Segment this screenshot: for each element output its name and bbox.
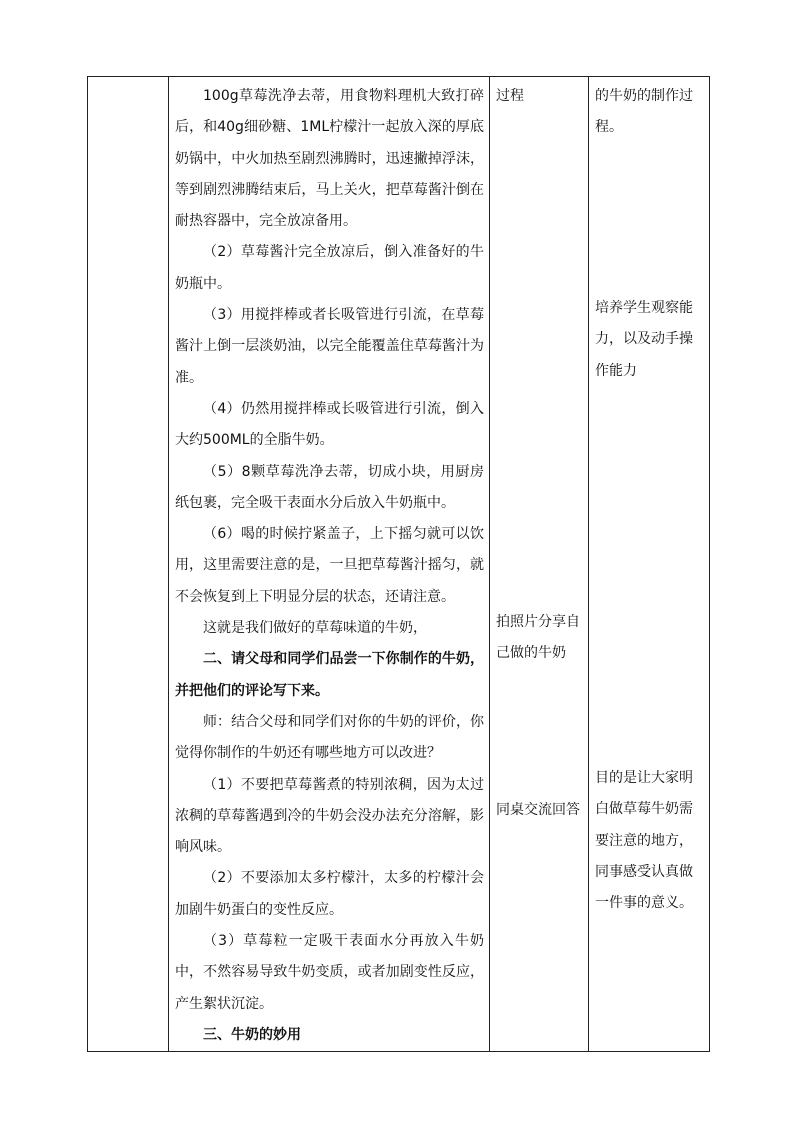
- design-intent-note: 培养学生观察能力，以及动手操作能力: [595, 300, 693, 379]
- content-paragraph: 100g草莓洗净去蒂，用食物料理机大致打碎后，和40g细砂糖、1ML柠檬汁一起放入深的厚底奶锅中，中火加热至剧烈沸腾时，迅速撇掉浮沫，等到剧烈沸腾结束后，马上关火，把草莓酱汁倒在耐热容器中，完全放凉备用。: [175, 88, 484, 230]
- content-paragraph: （3）草莓粒一定吸干表面水分再放入牛奶中，不然容易导致牛奶变质，或者加剧变性反应，产生絮状沉淀。: [175, 933, 484, 1012]
- blank-column-cell: [88, 77, 169, 1052]
- teaching-content-cell: [169, 77, 490, 1052]
- design-intent-cell: [589, 77, 710, 1052]
- content-paragraph: 师：结合父母和同学们对你的牛奶的评价，你觉得你制作的牛奶还有哪些地方可以改进？: [175, 713, 484, 762]
- content-paragraph: （5）8颗草莓洗净去蒂，切成小块，用厨房纸包裹，完全吸干表面水分后放入牛奶瓶中。: [175, 463, 484, 511]
- student-activity-note: 拍照片分享自己做的牛奶: [496, 614, 580, 662]
- design-intent: [589, 77, 709, 1042]
- design-intent-note: 目的是让大家明白做草莓牛奶需要注意的地方，同事感受认真做一件事的意义。: [595, 770, 693, 912]
- content-paragraph: （6）喝的时候拧紧盖子，上下摇匀就可以饮用，这里需要注意的是，一旦把草莓酱汁摇匀，就不会恢复到上下明显分层的状态，还请注意。: [175, 526, 484, 605]
- content-paragraph: 二、请父母和同学们品尝一下你制作的牛奶，并把他们的评论写下来。: [175, 651, 484, 699]
- design-intent-note: 的牛奶的制作过程。: [595, 88, 693, 136]
- content-paragraph: （2）草莓酱汁完全放凉后，倒入准备好的牛奶瓶中。: [175, 244, 484, 292]
- student-activity: [490, 77, 588, 1042]
- content-paragraph: （1）不要把草莓酱煮的特别浓稠，因为太过浓稠的草莓酱遇到冷的牛奶会没办法充分溶解，影响风味。: [175, 776, 484, 856]
- table-row: [88, 77, 710, 1052]
- content-paragraph: （2）不要添加太多柠檬汁，太多的柠檬汁会加剧牛奶蛋白的变性反应。: [175, 870, 484, 918]
- content-paragraph: 三、牛奶的妙用: [203, 1026, 301, 1043]
- content-paragraph: （4）仍然用搅拌棒或长吸管进行引流，倒入大约500ML的全脂牛奶。: [175, 400, 484, 449]
- content-paragraph: （3）用搅拌棒或者长吸管进行引流，在草莓酱汁上倒一层淡奶油，以完全能覆盖住草莓酱汁为准。: [175, 307, 484, 386]
- student-activity-note: 过程: [496, 88, 524, 104]
- student-activity-cell: [490, 77, 589, 1052]
- lesson-plan-table: [87, 76, 710, 1052]
- teaching-content: [169, 77, 489, 1051]
- student-activity-note: 同桌交流回答: [496, 802, 580, 818]
- content-paragraph: 这就是我们做好的草莓味道的牛奶，: [203, 620, 427, 637]
